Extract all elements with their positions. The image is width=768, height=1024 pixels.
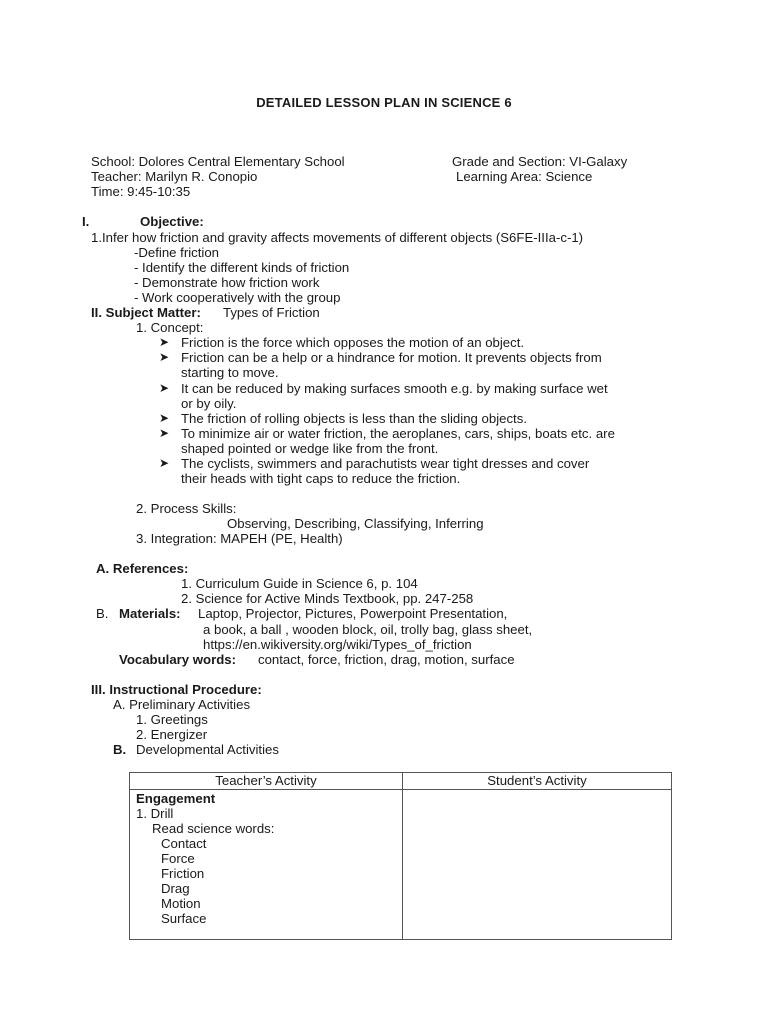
objective-item: -Define friction (134, 245, 220, 260)
learning-area-line: Learning Area: Science (456, 169, 593, 184)
preliminary-item: 1. Greetings (136, 712, 208, 727)
objective-item: - Work cooperatively with the group (134, 290, 341, 305)
engagement-label: Engagement (136, 791, 216, 806)
objective-main: 1.Infer how friction and gravity affects movements of different objects (S6FE-IIIa-c-1) (91, 230, 584, 245)
materials-link: https://en.wikiversity.org/wiki/Types_of_friction (203, 637, 472, 652)
science-word: Drag (161, 881, 190, 896)
vocabulary-heading: Vocabulary words: (119, 652, 237, 667)
subject-matter-topic: Types of Friction (223, 305, 320, 320)
reference-item: 2. Science for Active Minds Textbook, pp. 247-258 (181, 591, 474, 606)
concept-item: To minimize air or water friction, the aeroplanes, cars, ships, boats etc. are (181, 426, 615, 441)
concept-item: Friction can be a help or a hindrance for motion. It prevents objects from (181, 350, 602, 365)
student-activity-cell (403, 790, 672, 940)
teacher-activity-header: Teacher’s Activity (130, 773, 403, 790)
drill-instruction: Read science words: (152, 821, 275, 836)
preliminary-item: 2. Energizer (136, 727, 208, 742)
developmental-letter: B. (113, 742, 127, 757)
process-skills-list: Observing, Describing, Classifying, Inferring (227, 516, 484, 531)
grade-section-line: Grade and Section: VI-Galaxy (452, 154, 628, 169)
materials-line: Laptop, Projector, Pictures, Powerpoint Presentation, (198, 606, 508, 621)
concept-item: Friction is the force which opposes the motion of an object. (181, 335, 525, 350)
drill-label: 1. Drill (136, 806, 174, 821)
concept-item: The friction of rolling objects is less than the sliding objects. (181, 411, 527, 426)
concept-item: It can be reduced by making surfaces smooth e.g. by making surface wet (181, 381, 608, 396)
integration-line: 3. Integration: MAPEH (PE, Health) (136, 531, 343, 546)
concept-item-continued: starting to move. (181, 365, 279, 380)
activity-table (129, 772, 672, 940)
science-word: Friction (161, 866, 205, 881)
arrow-bullet-icon: ➤ (159, 426, 170, 440)
school-line: School: Dolores Central Elementary School (91, 154, 345, 169)
concept-label: 1. Concept: (136, 320, 204, 335)
reference-item: 1. Curriculum Guide in Science 6, p. 104 (181, 576, 418, 591)
science-word: Force (161, 851, 195, 866)
arrow-bullet-icon: ➤ (159, 381, 170, 395)
science-word: Contact (161, 836, 207, 851)
teacher-activity-cell (130, 790, 403, 940)
developmental-activities: Developmental Activities (136, 742, 279, 757)
science-word: Surface (161, 911, 207, 926)
arrow-bullet-icon: ➤ (159, 411, 170, 425)
process-skills-label: 2. Process Skills: (136, 501, 237, 516)
materials-heading: Materials: (119, 606, 181, 621)
materials-line: a book, a ball , wooden block, oil, trolly bag, glass sheet, (203, 622, 533, 637)
concept-item-continued: shaped pointed or wedge like from the front. (181, 441, 439, 456)
materials-letter: B. (96, 606, 109, 621)
procedure-heading: III. Instructional Procedure: (91, 682, 262, 697)
concept-item-continued: their heads with tight caps to reduce the friction. (181, 471, 461, 486)
arrow-bullet-icon: ➤ (159, 456, 170, 470)
preliminary-activities: A. Preliminary Activities (113, 697, 251, 712)
teacher-line: Teacher: Marilyn R. Conopio (91, 169, 258, 184)
objective-numeral: I. (82, 214, 90, 229)
time-line: Time: 9:45-10:35 (91, 184, 191, 199)
arrow-bullet-icon: ➤ (159, 350, 170, 364)
references-heading: A. References: (96, 561, 189, 576)
page-title: DETAILED LESSON PLAN IN SCIENCE 6 (256, 95, 512, 110)
arrow-bullet-icon: ➤ (159, 335, 170, 349)
science-word: Motion (161, 896, 201, 911)
objective-item: - Identify the different kinds of friction (134, 260, 350, 275)
objective-heading: Objective: (140, 214, 204, 229)
concept-item-continued: or by oily. (181, 396, 237, 411)
student-activity-header: Student’s Activity (403, 773, 672, 790)
concept-item: The cyclists, swimmers and parachutists wear tight dresses and cover (181, 456, 590, 471)
subject-matter-heading: II. Subject Matter: (91, 305, 201, 320)
vocabulary-words: contact, force, friction, drag, motion, surface (258, 652, 515, 667)
objective-item: - Demonstrate how friction work (134, 275, 320, 290)
